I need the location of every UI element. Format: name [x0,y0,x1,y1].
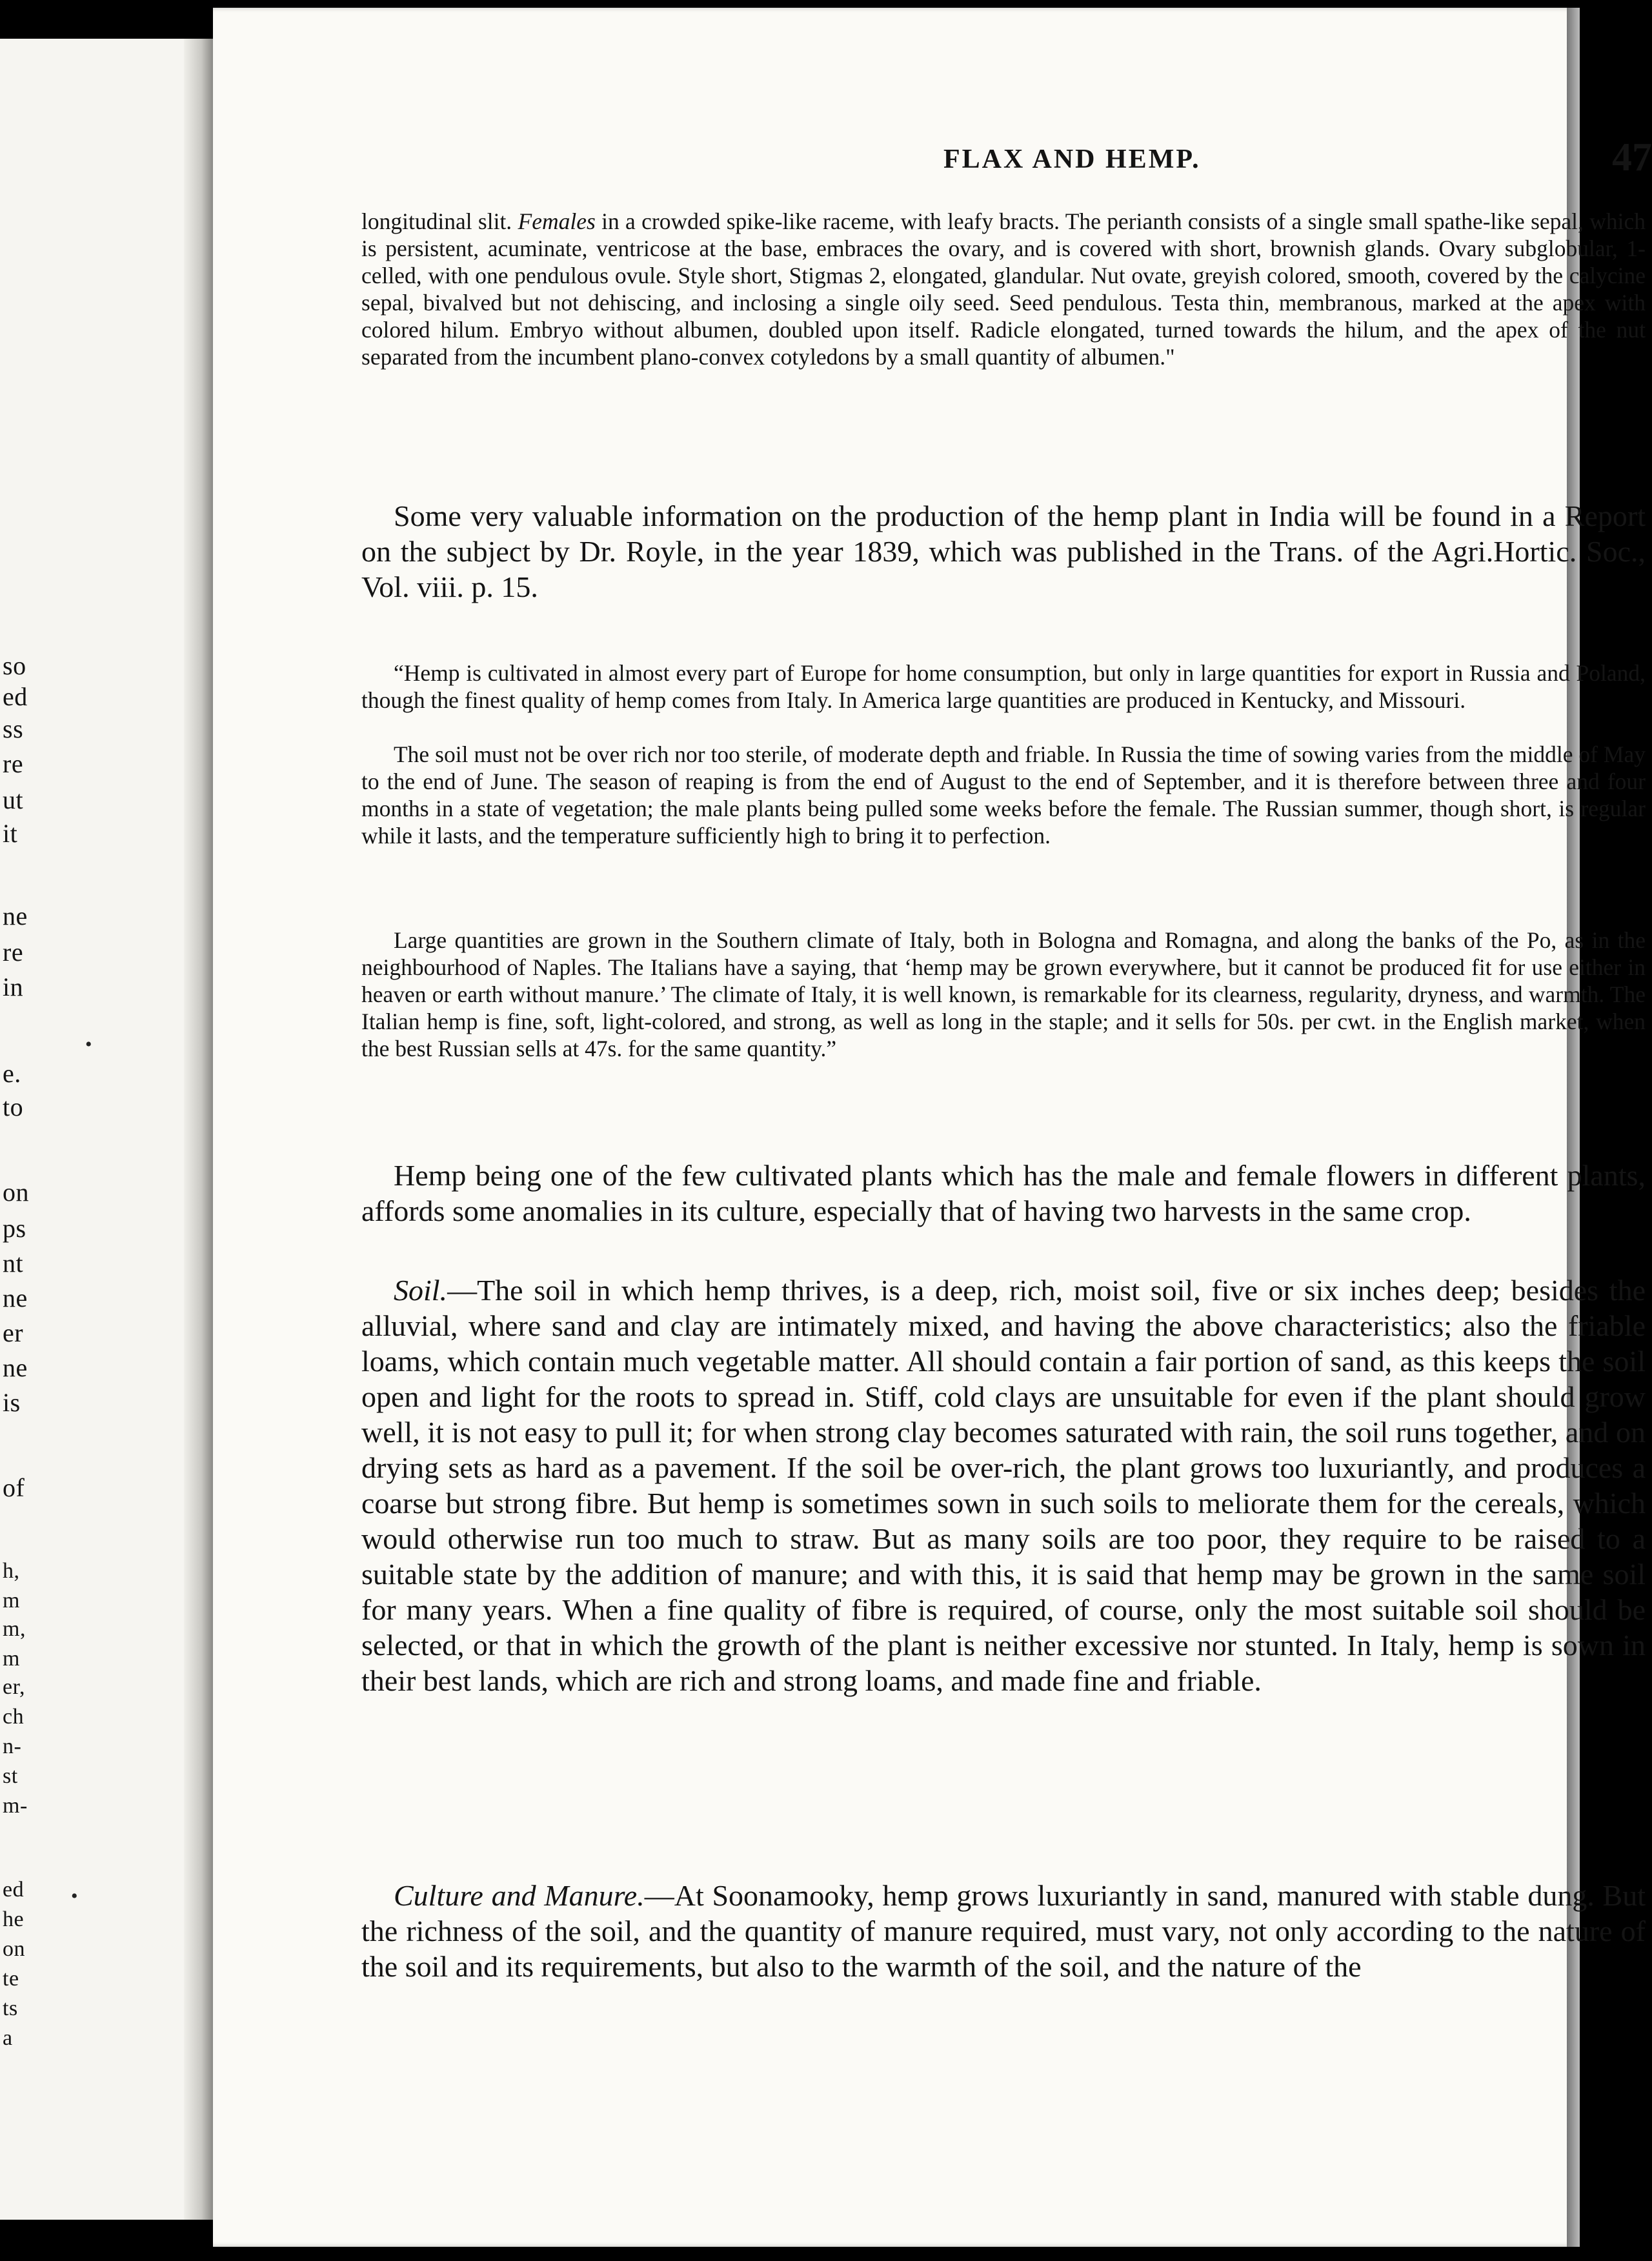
left-fragment: h, [3,1559,20,1583]
left-fragment: m- [3,1794,28,1818]
paragraph-lead-italic: Females [518,208,596,234]
paragraph-anomalies: Hemp being one of the few cultivated plants which has the male and female flowers in different plants, affords some anomalies in its culture, especially that of having two harvests in the same crop. [361,1159,1646,1227]
left-fragment: ch [3,1705,25,1729]
left-fragment: on [3,1937,25,1961]
left-fragment: in [3,972,24,1001]
paragraph-botanical-description [361,208,1646,370]
book-gutter-shadow [184,39,213,2220]
left-fragment: a [3,2026,13,2050]
paragraph-text: —At Soonamooky, hemp grows luxuriantly in sand, manured with stable dung. But the richness of the soil, and the quantity of manure required, must vary, not only according to the nature of the soil and its requirements, but also to the warmth of the soil, and the nature of the [361,1879,1646,1983]
header-title: FLAX AND HEMP. [943,145,1201,174]
ink-speck: • [85,1034,92,1055]
left-fragment: n- [3,1734,22,1758]
left-fragment: nt [3,1249,24,1278]
paragraph-royle-report: Some very valuable information on the production of the hemp plant in India will be found in a Report on the subject by Dr. Royle, in the year 1839, which was published in the Trans. of the Agri.Hortic. Soc., Vol. viii. p. 15. [361,499,1646,603]
paragraph-soil [361,1272,1646,1698]
paragraph-culture-manure [361,1878,1646,1984]
left-fragment: m [3,1589,20,1613]
left-fragment: ne [3,1353,28,1382]
left-fragment: of [3,1473,25,1502]
quote-soil-russia: The soil must not be over rich nor too sterile, of moderate depth and friable. In Russia the time of sowing varies from the middle of May to the end of June. The season of reaping is from the end of August to the end of September, and it is therefore between three and four months in a state of vegetation; the male plants being pulled some weeks before the female. The Russian summer, though short, is regular while it lasts, and the temperature sufficiently high to bring it to perfection. [361,741,1646,849]
left-fragment: ne [3,901,28,930]
left-fragment: re [3,938,24,967]
left-fragment: st [3,1764,18,1788]
section-heading-soil: Soil. [394,1274,448,1307]
left-page-edge [0,39,208,2220]
page-number: 47 [1612,136,1652,179]
left-fragment: er, [3,1675,26,1699]
left-fragment: m [3,1647,20,1671]
left-fragment: ed [3,1878,25,1902]
paragraph-text: —The soil in which hemp thrives, is a deep, rich, moist soil, five or six inches deep; besides the alluvial, where sand and clay are intimately mixed, and having the above characteristics; also the friable loams, which contain much vegetable matter. All should contain a fair portion of sand, as this keeps the soil open and light for the roots to spread in. Stiff, cold clays are unsuitable for even if the plant should grow well, it is not easy to pull it; for when strong clay becomes saturated with rain, the soil runs together, and on drying sets as hard as a pavement. If the soil be over-rich, the plant grows too luxuriantly, and produces a coarse but strong fibre. But hemp is sometimes sown in such soils to meliorate them for the cereals, which would otherwise run too much to straw. But as many soils are too poor, they require to be raised to a suitable state by the addition of manure; and with this, it is said that hemp may be grown in the same soil for many years. When a fine quality of fibre is required, of course, only the most suitable soil should be selected, or that in which the growth of the plant is neither excessive nor stunted. In Italy, hemp is sown in their best lands, which are rich and strong loams, and made fine and friable. [361,1274,1646,1697]
paragraph-lead: longitudinal slit. [361,208,518,234]
left-fragment: ss [3,714,24,743]
left-fragment: to [3,1092,24,1121]
left-fragment: he [3,1907,25,1931]
section-heading-culture: Culture and Manure. [394,1879,645,1912]
quote-italy-climate: Large quantities are grown in the Southern climate of Italy, both in Bologna and Romagna, and along the banks of the Po, as in the neighbourhood of Naples. The Italians have a saying, that ‘hemp may be grown everywhere, but it cannot be produced fit for use either in heaven or earth without manure.’ The climate of Italy, it is well known, is remarkable for its clearness, regularity, dryness, and warmth. The Italian hemp is fine, soft, light-colored, and strong, as well as long in the staple; and it sells for 50s. per cwt. in the English market, when the best Russian sells at 47s. for the same quantity.” [361,927,1646,1061]
left-fragment: ne [3,1283,28,1312]
quote-hemp-cultivation: “Hemp is cultivated in almost every part of Europe for home consumption, but only in large quantities for export in Russia and Poland, though the finest quality of hemp comes from Italy. In America large quantities are produced in Kentucky, and Missouri. [361,660,1646,713]
left-fragment: ed [3,682,28,711]
left-fragment: er [3,1318,24,1347]
left-fragment: ps [3,1214,26,1243]
left-fragment: ts [3,1996,18,2020]
ink-speck: • [71,1885,78,1907]
left-fragment: is [3,1388,21,1417]
left-fragment: it [3,819,18,848]
left-fragment: so [3,651,26,680]
left-fragment: m, [3,1617,26,1641]
left-fragment: ut [3,785,24,814]
book-page [71,8,1652,2247]
left-fragment: re [3,749,24,778]
left-fragment: e. [3,1059,21,1088]
running-header [374,136,1652,179]
left-fragment: on [3,1178,29,1207]
left-page-fragments [0,39,39,2220]
left-fragment: te [3,1967,19,1991]
paragraph-text: in a crowded spike-like raceme, with leafy bracts. The perianth consists of a single small spathe-like sepal, which is persistent, acuminate, ventricose at the base, embraces the ovary, and is covered with short, brownish glands. Ovary subglobular, 1-celled, with one pendulous ovule. Style short, Stigmas 2, elongated, glandular. Nut ovate, greyish colored, smooth, covered by the calycine sepal, bivalved but not dehiscing, and inclosing a single oily seed. Seed pendulous. Testa thin, membranous, marked at the apex with colored hilum. Embryo without albumen, doubled upon itself. Radicle elongated, turned towards the hilum, and the apex of the nut separated from the incumbent plano-convex cotyledons by a small quantity of albumen." [361,208,1646,370]
